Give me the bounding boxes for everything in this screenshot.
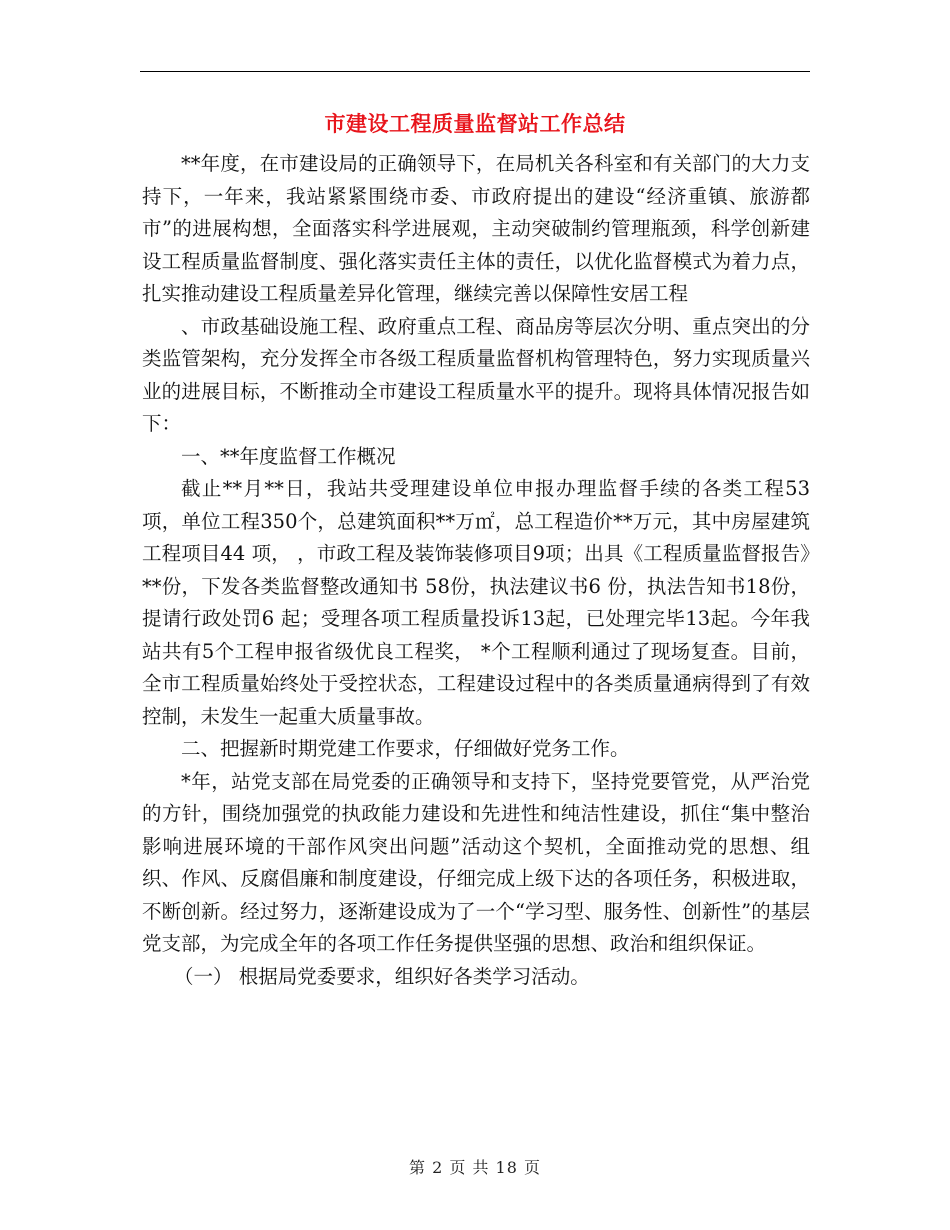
- subsection-heading-1: （一） 根据局党委要求，组织好各类学习活动。: [174, 964, 590, 988]
- section-heading-2: 二、把握新时期党建工作要求，仔细做好党务工作。: [181, 737, 630, 760]
- paragraph-work-overview: 截止**月**日，我站共受理建设单位申报办理监督手续的各类工程53项，单位工程350个，总建筑面积**万㎡，总工程造价**万元，其中房屋建筑工程项目44 项， ，市政工程及装饰装修项目9项；出具《工程质量监督报告》**份，下发各类监督整改通知书 58份，执法建议书6 份，执法告知书18份，提请行政处罚6 起；受理各项工程质量投诉13起，已处理完毕13起。今年我站共有5个工程申报省级优良工程奖， *个工程顺利通过了现场复查。目前，全市工程质量始终处于受控状态，工程建设过程中的各类质量通病得到了有效控制，未发生一起重大质量事故。: [142, 477, 810, 728]
- header-rule: [140, 71, 810, 72]
- document-body: [142, 148, 810, 993]
- paragraph-party-work: *年，站党支部在局党委的正确领导和支持下，坚持党要管党，从严治党的方针，围绕加强党的执政能力建设和先进性和纯洁性建设，抓住“集中整治影响进展环境的干部作风突出问题”活动这个契机，全面推动党的思想、组织、作风、反腐倡廉和制度建设，仔细完成上级下达的各项任务，积极进取，不断创新。经过努力，逐渐建设成为了一个“学习型、服务性、创新性”的基层党支部，为完成全年的各项工作任务提供坚强的思想、政治和组织保证。: [142, 769, 810, 955]
- paragraph-intro-continued: 、市政基础设施工程、政府重点工程、商品房等层次分明、重点突出的分类监管架构，充分发挥全市各级工程质量监督机构管理特色，努力实现质量兴业的进展目标，不断推动全市建设工程质量水平的提升。现将具体情况报告如下：: [142, 314, 810, 435]
- page-footer: 第 2 页 共 18 页: [409, 1158, 541, 1177]
- paragraph-intro: **年度，在市建设局的正确领导下，在局机关各科室和有关部门的大力支持下，一年来，我站紧紧围绕市委、市政府提出的建设“经济重镇、旅游都市”的进展构想，全面落实科学进展观，主动突破制约管理瓶颈，科学创新建设工程质量监督制度、强化落实责任主体的责任，以优化监督模式为着力点，扎实推动建设工程质量差异化管理，继续完善以保障性安居工程: [142, 152, 810, 305]
- document-title: 市建设工程质量监督站工作总结: [324, 112, 626, 136]
- section-heading-1: 一、**年度监督工作概况: [181, 444, 396, 468]
